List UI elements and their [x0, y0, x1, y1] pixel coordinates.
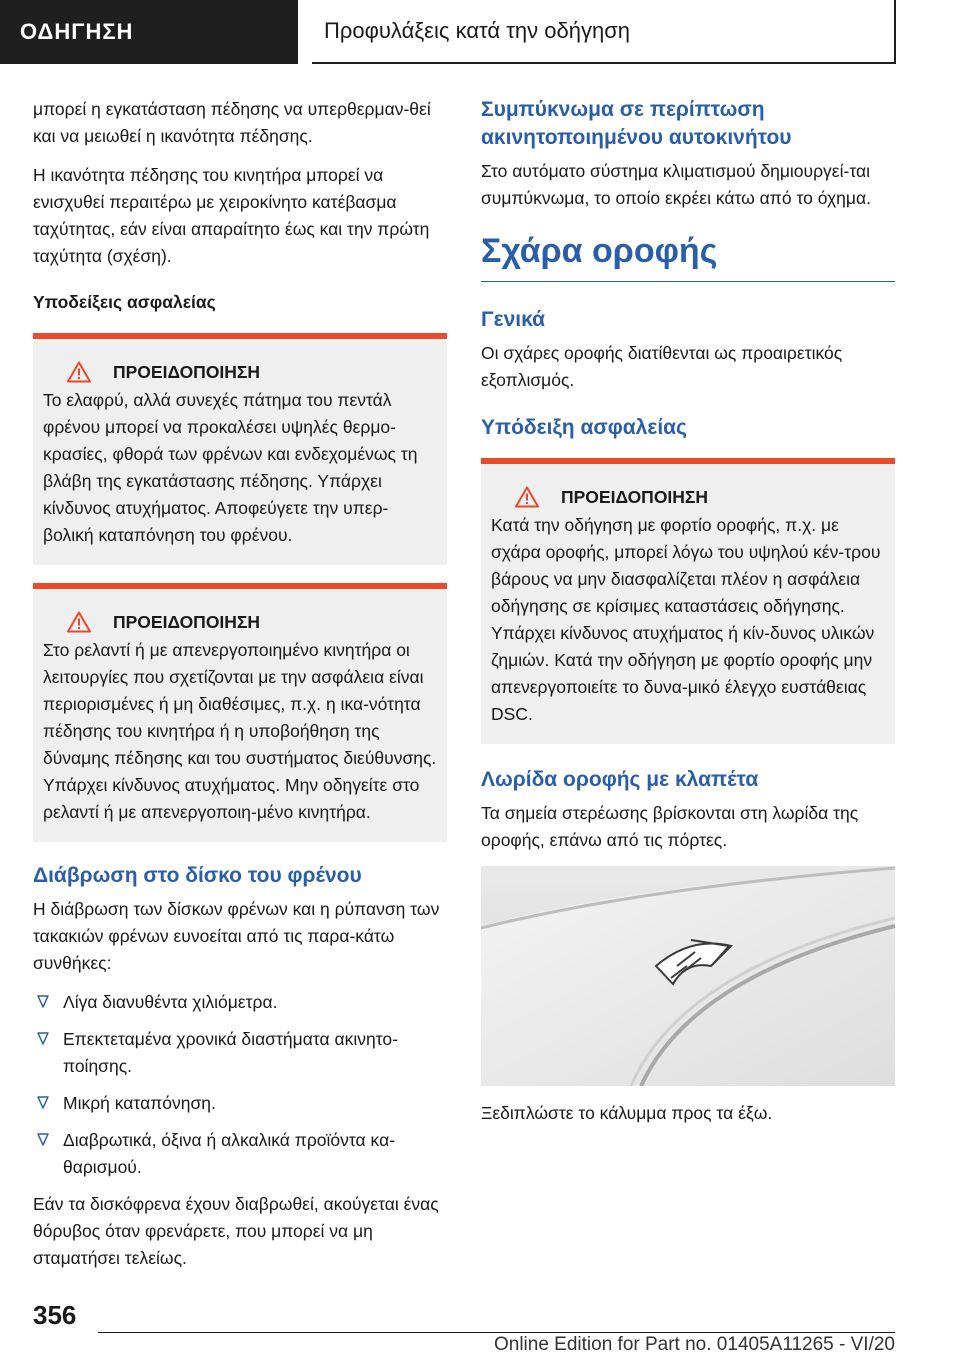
safety-heading: Υπόδειξη ασφαλείας	[481, 416, 687, 439]
photo-caption: Ξεδιπλώστε το κάλυμμα προς τα έξω.	[481, 1103, 773, 1123]
warning-title: ΠΡΟΕΙΔΟΠΟΙΗΣΗ	[113, 361, 261, 382]
page-number: 356	[33, 1300, 77, 1330]
condensation-heading: Συμπύκνωμα σε περίπτωση ακινητοποιημένου αυτοκινήτου	[481, 98, 792, 149]
general-heading: Γενικά	[481, 308, 546, 331]
triangle-bullet-icon	[37, 1032, 49, 1046]
left-column	[33, 96, 447, 1284]
roof-rack-title: Σχάρα οροφής	[481, 232, 895, 282]
section-title: ΟΔΗΓΗΣΗ	[20, 19, 134, 44]
paragraph: Στο αυτόματο σύστημα κλιματισμού δημιουργεί-ται συμπύκνωμα, το οποίο εκρέει κάτω από το όχημα.	[481, 161, 871, 208]
warning-title: ΠΡΟΕΙΔΟΠΟΙΗΣΗ	[113, 611, 261, 632]
warning-box	[481, 458, 895, 744]
roof-strip-photo	[481, 866, 895, 1086]
list-item: Λίγα διανυθέντα χιλιόμετρα.	[33, 989, 447, 1016]
warning-text: Κατά την οδήγηση με φορτίο οροφής, π.χ. με σχάρα οροφής, μπορεί λόγω του υψηλού κέν-τρου βάρους να μην διασφαλίζεται πλέον η ασφάλεια οδήγησης σε κρίσιμες καταστάσεις οδήγησης. Υπάρχει κίνδυνος ατυχήματος ή κίν-δυνος υλικών ζημιών. Κατά την οδήγηση με φορτίο οροφής μην απενεργοποιείτε το δυνα-μικό έλεγχο ευστάθειας DSC.	[491, 515, 881, 724]
roof-strip-heading: Λωρίδα οροφής με κλαπέτα	[481, 768, 759, 791]
chapter-title: Προφυλάξεις κατά την οδήγηση	[324, 18, 631, 43]
list-item: Μικρή καταπόνηση.	[33, 1090, 447, 1117]
list-item: Διαβρωτικά, όξινα ή αλκαλικά προϊόντα κα-θαρισμού.	[33, 1127, 447, 1181]
triangle-bullet-icon	[37, 1096, 49, 1110]
warning-text: Το ελαφρύ, αλλά συνεχές πάτημα του πεντάλ φρένου μπορεί να προκαλέσει υψηλές θερμο-κρασίες, φθορά των φρένων και ενδεχομένως τη βλάβη της εγκατάστασης πέδησης. Υπάρχει κίνδυνος ατυχήματος. Αποφεύγετε την υπερ-βολική καταπόνηση του φρένου.	[43, 390, 418, 545]
chapter-header	[312, 0, 896, 64]
paragraph: Η ικανότητα πέδησης του κινητήρα μπορεί να ενισχυθεί περαιτέρω με χειροκίνητο κατέβασμα ταχύτητας, εάν είναι απαραίτητο έως και την πρώτη ταχύτητα (σχέση).	[33, 165, 430, 266]
paragraph: Η διάβρωση των δίσκων φρένων και η ρύπανση των τακακιών φρένων ευνοείται από τις παρα-κάτω συνθήκες:	[33, 899, 440, 973]
safety-heading: Υποδείξεις ασφαλείας	[33, 292, 216, 312]
section-tab	[0, 0, 298, 64]
footer-rule	[98, 1332, 895, 1333]
warning-triangle-icon	[67, 361, 91, 383]
warning-text: Στο ρελαντί ή με απενεργοποιημένο κινητήρα οι λειτουργίες που σχετίζονται με την ασφάλεια είναι περιορισμένες ή μη διαθέσιμες, π.χ. η ικα-νότητα πέδησης του κινητήρα ή η υποβοήθηση της δύναμης πέδησης και του συστήματος διεύθυνσης. Υπάρχει κίνδυνος ατυχήματος. Μην οδηγείτε στο ρελαντί ή με απενεργοποιη-μένο κινητήρα.	[43, 640, 437, 822]
warning-box	[33, 333, 447, 565]
triangle-bullet-icon	[37, 1133, 49, 1147]
right-column	[481, 96, 895, 1139]
paragraph: μπορεί η εγκατάσταση πέδησης να υπερθερμαν-θεί και να μειωθεί η ικανότητα πέδησης.	[33, 99, 431, 146]
conditions-list	[33, 989, 447, 1181]
warning-box	[33, 583, 447, 842]
warning-triangle-icon	[67, 611, 91, 633]
triangle-bullet-icon	[37, 995, 49, 1009]
list-item: Επεκτεταμένα χρονικά διαστήματα ακινητο-ποίησης.	[33, 1026, 447, 1080]
corrosion-heading: Διάβρωση στο δίσκο του φρένου	[33, 864, 362, 887]
warning-title: ΠΡΟΕΙΔΟΠΟΙΗΣΗ	[561, 486, 709, 507]
paragraph: Τα σημεία στερέωσης βρίσκονται στη λωρίδα της οροφής, επάνω από τις πόρτες.	[481, 803, 859, 850]
paragraph: Εάν τα δισκόφρενα έχουν διαβρωθεί, ακούγεται ένας θόρυβος όταν φρενάρετε, που μπορεί να μη σταματήσει τελείως.	[33, 1194, 439, 1268]
paragraph: Οι σχάρες οροφής διατίθενται ως προαιρετικός εξοπλισμός.	[481, 343, 843, 390]
edition-note: Online Edition for Part no. 01405A11265 - VI/20	[493, 1334, 895, 1355]
warning-triangle-icon	[515, 486, 539, 508]
